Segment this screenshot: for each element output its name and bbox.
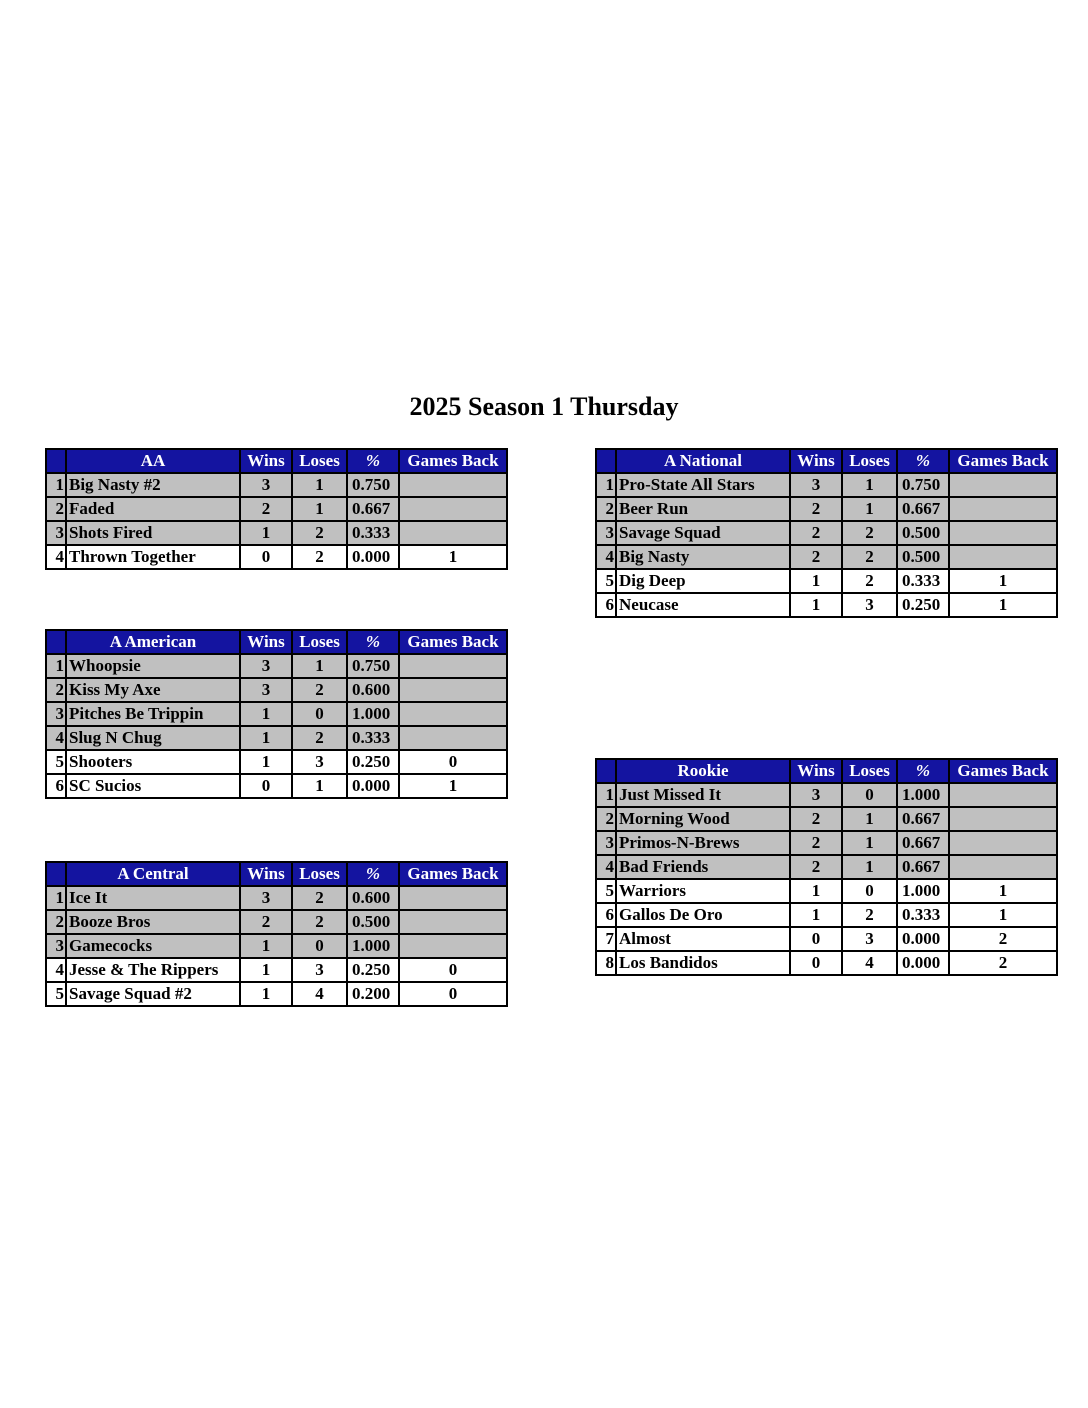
team-cell: Whoopsie [66,654,240,678]
team-cell: Shooters [66,750,240,774]
pct-cell: 1.000 [897,783,949,807]
loses-cell: 0 [842,783,897,807]
loses-cell: 1 [842,807,897,831]
pct-cell: 0.000 [897,951,949,975]
division-table [45,629,508,799]
games-back-header: Games Back [399,862,507,886]
table-row [596,569,1057,593]
wins-cell: 1 [240,934,292,958]
team-cell: Savage Squad [616,521,790,545]
pct-cell: 0.000 [347,545,399,569]
pct-header: % [897,449,949,473]
games-back-cell: 2 [949,951,1057,975]
loses-cell: 1 [842,855,897,879]
table-row [596,497,1057,521]
table-row [596,473,1057,497]
loses-cell: 1 [292,473,347,497]
pct-cell: 0.750 [347,473,399,497]
loses-cell: 4 [292,982,347,1006]
table-row [46,521,507,545]
table-row [46,654,507,678]
table-row [596,783,1057,807]
team-cell: Pro-State All Stars [616,473,790,497]
pct-cell: 0.000 [347,774,399,798]
seed-cell: 3 [46,521,66,545]
team-cell: Thrown Together [66,545,240,569]
wins-cell: 2 [790,831,842,855]
games-back-header: Games Back [399,630,507,654]
seed-cell: 4 [46,545,66,569]
table-row [596,903,1057,927]
loses-header: Loses [292,630,347,654]
wins-cell: 1 [240,702,292,726]
pct-cell: 0.500 [897,545,949,569]
games-back-header: Games Back [949,449,1057,473]
seed-cell: 5 [596,879,616,903]
division-name: A National [616,449,790,473]
games-back-cell [949,473,1057,497]
team-cell: Big Nasty [616,545,790,569]
table-row [596,927,1057,951]
team-cell: Bad Friends [616,855,790,879]
loses-cell: 2 [292,726,347,750]
table-row [46,702,507,726]
wins-cell: 1 [240,982,292,1006]
loses-cell: 2 [842,569,897,593]
pct-cell: 0.750 [347,654,399,678]
team-cell: Almost [616,927,790,951]
seed-cell: 5 [596,569,616,593]
table-row [596,521,1057,545]
pct-cell: 0.600 [347,886,399,910]
pct-cell: 0.500 [897,521,949,545]
loses-cell: 2 [292,886,347,910]
table-row [46,958,507,982]
wins-cell: 3 [240,678,292,702]
games-back-cell: 0 [399,958,507,982]
seed-cell: 6 [596,903,616,927]
games-back-cell: 1 [949,879,1057,903]
team-cell: Primos-N-Brews [616,831,790,855]
games-back-cell [399,934,507,958]
wins-cell: 0 [240,774,292,798]
games-back-cell [399,654,507,678]
seed-header [46,630,66,654]
loses-cell: 2 [842,903,897,927]
table-row [596,855,1057,879]
team-cell: Gamecocks [66,934,240,958]
team-cell: Jesse & The Rippers [66,958,240,982]
team-cell: SC Sucios [66,774,240,798]
wins-cell: 2 [790,855,842,879]
games-back-cell: 2 [949,927,1057,951]
seed-cell: 3 [46,934,66,958]
loses-cell: 2 [292,910,347,934]
loses-cell: 1 [842,831,897,855]
pct-cell: 0.667 [897,831,949,855]
games-back-cell [949,783,1057,807]
loses-header: Loses [842,759,897,783]
wins-cell: 3 [790,473,842,497]
loses-cell: 0 [292,702,347,726]
wins-header: Wins [240,862,292,886]
pct-header: % [347,862,399,886]
wins-cell: 1 [240,726,292,750]
pct-header: % [347,449,399,473]
division-name: A American [66,630,240,654]
seed-cell: 7 [596,927,616,951]
seed-cell: 2 [46,910,66,934]
games-back-cell [949,497,1057,521]
wins-header: Wins [790,449,842,473]
pct-cell: 0.667 [897,497,949,521]
team-cell: Big Nasty #2 [66,473,240,497]
table-row [46,982,507,1006]
seed-cell: 4 [596,855,616,879]
seed-cell: 3 [596,521,616,545]
table-row [596,879,1057,903]
games-back-cell [399,886,507,910]
team-cell: Dig Deep [616,569,790,593]
team-cell: Neucase [616,593,790,617]
team-cell: Savage Squad #2 [66,982,240,1006]
team-cell: Slug N Chug [66,726,240,750]
team-cell: Faded [66,497,240,521]
table-row [46,774,507,798]
pct-cell: 0.667 [347,497,399,521]
header-row [46,862,507,886]
loses-cell: 1 [842,473,897,497]
table-row [46,934,507,958]
games-back-cell: 1 [399,774,507,798]
wins-cell: 0 [790,951,842,975]
loses-header: Loses [842,449,897,473]
division-table [45,861,508,1007]
pct-cell: 0.333 [897,569,949,593]
table-row [596,951,1057,975]
pct-cell: 0.667 [897,807,949,831]
loses-cell: 3 [292,958,347,982]
seed-cell: 6 [46,774,66,798]
seed-cell: 2 [46,678,66,702]
loses-cell: 2 [292,521,347,545]
division-name: AA [66,449,240,473]
pct-cell: 0.667 [897,855,949,879]
loses-cell: 0 [842,879,897,903]
pct-cell: 0.333 [347,521,399,545]
games-back-cell [949,831,1057,855]
games-back-cell [399,726,507,750]
seed-header [596,759,616,783]
pct-cell: 0.200 [347,982,399,1006]
loses-cell: 2 [842,545,897,569]
games-back-cell [399,910,507,934]
seed-cell: 1 [596,473,616,497]
table-row [46,473,507,497]
loses-header: Loses [292,862,347,886]
division-table [595,448,1058,618]
wins-cell: 1 [790,593,842,617]
team-cell: Pitches Be Trippin [66,702,240,726]
table-row [46,886,507,910]
pct-cell: 0.250 [347,958,399,982]
games-back-cell [949,807,1057,831]
division-name: Rookie [616,759,790,783]
table-row [596,831,1057,855]
pct-cell: 0.500 [347,910,399,934]
seed-cell: 6 [596,593,616,617]
seed-cell: 4 [46,726,66,750]
wins-cell: 2 [240,910,292,934]
wins-cell: 1 [790,569,842,593]
division-table [45,448,508,570]
loses-cell: 1 [292,654,347,678]
wins-cell: 2 [790,497,842,521]
seed-cell: 2 [46,497,66,521]
wins-cell: 0 [240,545,292,569]
seed-header [46,449,66,473]
wins-cell: 0 [790,927,842,951]
loses-cell: 3 [292,750,347,774]
wins-cell: 3 [240,473,292,497]
wins-cell: 3 [240,886,292,910]
team-cell: Booze Bros [66,910,240,934]
games-back-cell [399,521,507,545]
header-row [46,449,507,473]
team-cell: Warriors [616,879,790,903]
pct-cell: 0.000 [897,927,949,951]
seed-cell: 1 [46,473,66,497]
pct-cell: 0.750 [897,473,949,497]
table-row [46,545,507,569]
wins-cell: 1 [240,958,292,982]
pct-cell: 0.333 [897,903,949,927]
games-back-cell: 1 [949,903,1057,927]
loses-cell: 2 [292,678,347,702]
team-cell: Kiss My Axe [66,678,240,702]
seed-header [46,862,66,886]
games-back-cell: 1 [399,545,507,569]
table-row [46,910,507,934]
pct-cell: 1.000 [347,934,399,958]
games-back-cell: 0 [399,982,507,1006]
loses-cell: 1 [292,774,347,798]
loses-cell: 4 [842,951,897,975]
wins-cell: 3 [240,654,292,678]
wins-cell: 1 [240,521,292,545]
seed-cell: 2 [596,807,616,831]
division-table [595,758,1058,976]
games-back-cell: 0 [399,750,507,774]
team-cell: Gallos De Oro [616,903,790,927]
header-row [596,759,1057,783]
pct-cell: 0.250 [897,593,949,617]
page-title: 2025 Season 1 Thursday [409,392,679,421]
games-back-cell [399,702,507,726]
loses-cell: 0 [292,934,347,958]
team-cell: Just Missed It [616,783,790,807]
table-row [596,807,1057,831]
seed-cell: 3 [46,702,66,726]
table-row [596,593,1057,617]
wins-cell: 2 [790,521,842,545]
wins-cell: 1 [240,750,292,774]
team-cell: Shots Fired [66,521,240,545]
games-back-cell: 1 [949,569,1057,593]
loses-cell: 3 [842,593,897,617]
pct-cell: 1.000 [897,879,949,903]
loses-cell: 2 [292,545,347,569]
games-back-cell [949,855,1057,879]
wins-cell: 1 [790,903,842,927]
table-row [46,497,507,521]
seed-cell: 1 [46,654,66,678]
wins-header: Wins [790,759,842,783]
table-row [46,726,507,750]
wins-cell: 1 [790,879,842,903]
loses-cell: 1 [292,497,347,521]
games-back-cell [399,497,507,521]
seed-cell: 5 [46,982,66,1006]
wins-header: Wins [240,449,292,473]
games-back-cell [949,545,1057,569]
pct-cell: 0.600 [347,678,399,702]
seed-cell: 8 [596,951,616,975]
seed-cell: 3 [596,831,616,855]
team-cell: Ice It [66,886,240,910]
wins-cell: 2 [790,807,842,831]
team-cell: Beer Run [616,497,790,521]
seed-header [596,449,616,473]
loses-cell: 2 [842,521,897,545]
pct-header: % [347,630,399,654]
games-back-header: Games Back [399,449,507,473]
table-row [46,678,507,702]
games-back-cell: 1 [949,593,1057,617]
pct-cell: 1.000 [347,702,399,726]
pct-cell: 0.333 [347,726,399,750]
header-row [46,630,507,654]
seed-cell: 4 [46,958,66,982]
games-back-cell [399,678,507,702]
seed-cell: 1 [596,783,616,807]
team-cell: Morning Wood [616,807,790,831]
loses-cell: 1 [842,497,897,521]
seed-cell: 5 [46,750,66,774]
seed-cell: 2 [596,497,616,521]
pct-cell: 0.250 [347,750,399,774]
games-back-cell [949,521,1057,545]
table-row [46,750,507,774]
team-cell: Los Bandidos [616,951,790,975]
pct-header: % [897,759,949,783]
wins-cell: 3 [790,783,842,807]
games-back-header: Games Back [949,759,1057,783]
wins-cell: 2 [790,545,842,569]
games-back-cell [399,473,507,497]
division-name: A Central [66,862,240,886]
table-row [596,545,1057,569]
loses-cell: 3 [842,927,897,951]
wins-header: Wins [240,630,292,654]
loses-header: Loses [292,449,347,473]
wins-cell: 2 [240,497,292,521]
seed-cell: 4 [596,545,616,569]
seed-cell: 1 [46,886,66,910]
header-row [596,449,1057,473]
